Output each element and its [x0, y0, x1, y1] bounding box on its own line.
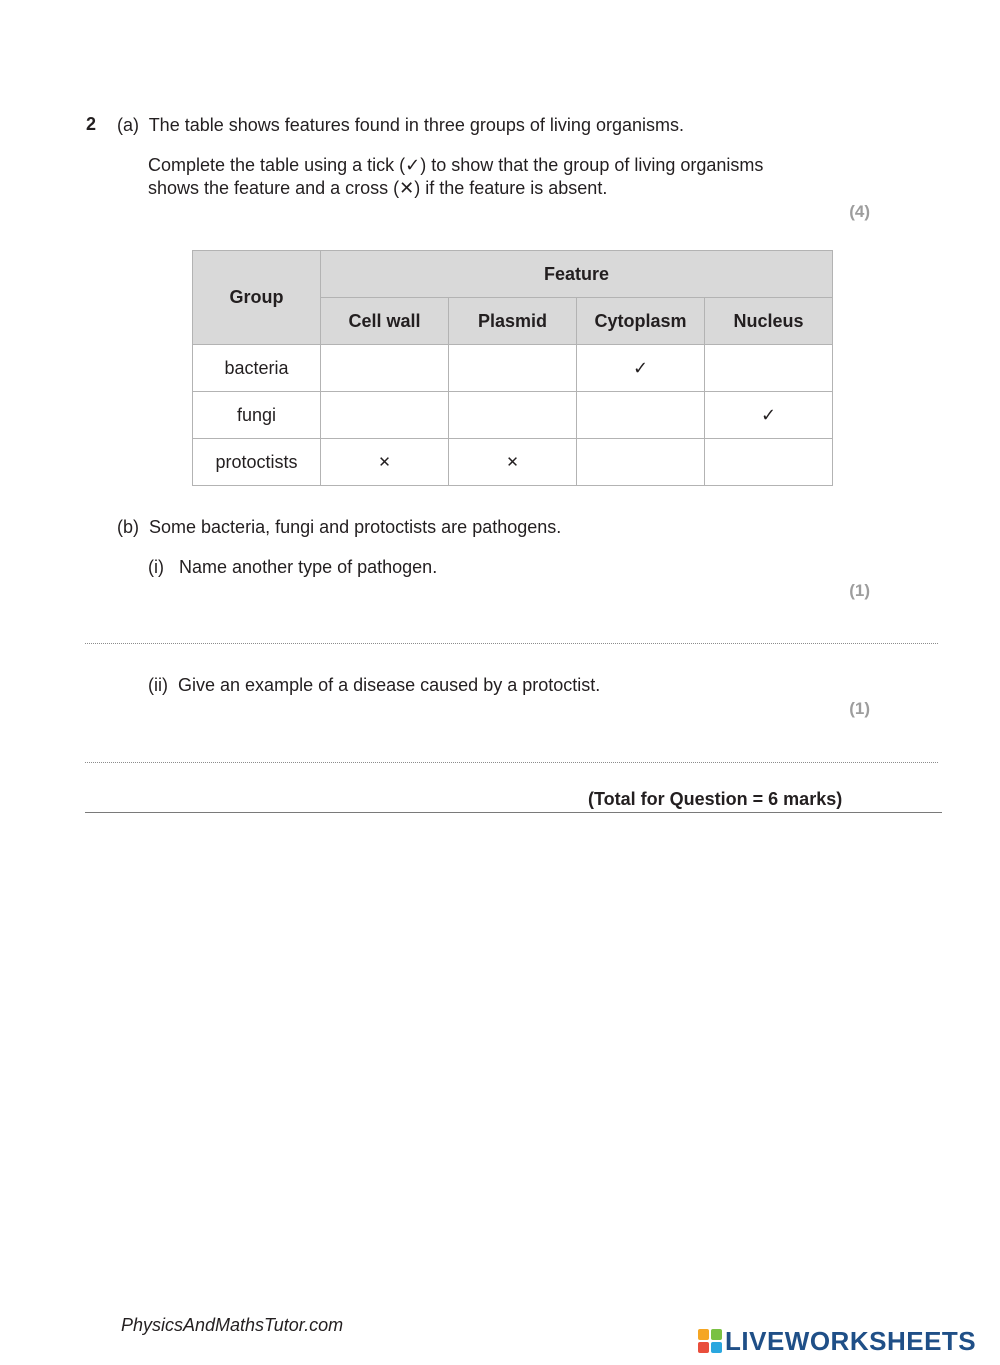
part-a-marks: (4) [849, 202, 870, 221]
answer-cell: ✕ [321, 439, 449, 486]
group-cell: protoctists [193, 439, 321, 486]
answer-cell[interactable] [321, 345, 449, 392]
footer-source: PhysicsAndMathsTutor.com [121, 1315, 344, 1335]
answer-cell[interactable] [449, 392, 577, 439]
liveworksheets-text: LIVEWORKSHEETS [725, 1325, 977, 1356]
answer-line-i[interactable] [85, 643, 938, 644]
table-row [193, 439, 833, 486]
group-cell: bacteria [193, 345, 321, 392]
instruction-line-1: Complete the table using a tick (✓) to show that the group of living organisms [148, 155, 764, 175]
logo-square [698, 1342, 709, 1353]
sub-question-i [148, 556, 437, 579]
answer-cell[interactable] [705, 439, 833, 486]
table-row [193, 392, 833, 439]
part-b-prompt [117, 516, 561, 539]
sub-i-text: Name another type of pathogen. [179, 557, 438, 577]
part-b-label: (b) [117, 517, 139, 537]
instruction-line-2: shows the feature and a cross (✕) if the feature is absent. [148, 178, 608, 198]
group-cell: fungi [193, 392, 321, 439]
answer-line-ii[interactable] [85, 762, 938, 763]
answer-cell: ✕ [449, 439, 577, 486]
answer-cell[interactable] [705, 345, 833, 392]
table-row [193, 345, 833, 392]
answer-cell[interactable] [321, 392, 449, 439]
table-header-row [193, 251, 833, 298]
sub-ii-text: Give an example of a disease caused by a protoctist. [178, 675, 601, 695]
answer-cell[interactable] [449, 345, 577, 392]
column-header: Plasmid [449, 298, 577, 345]
column-header: Nucleus [705, 298, 833, 345]
logo-square [698, 1329, 709, 1340]
liveworksheets-logo-icon [698, 1329, 722, 1353]
answer-cell: ✓ [705, 392, 833, 439]
total-marks: (Total for Question = 6 marks) [588, 789, 843, 809]
logo-square [711, 1342, 722, 1353]
features-table [192, 250, 833, 486]
column-header: Cytoplasm [577, 298, 705, 345]
part-a-text: The table shows features found in three groups of living organisms. [148, 115, 684, 135]
divider [85, 812, 942, 813]
logo-square [711, 1329, 722, 1340]
liveworksheets-brand[interactable] [698, 1326, 976, 1356]
answer-cell[interactable] [577, 392, 705, 439]
part-a-instruction [148, 154, 763, 200]
sub-i-label: (i) [148, 557, 164, 577]
part-a-label: (a) [117, 115, 139, 135]
part-b-text: Some bacteria, fungi and protoctists are pathogens. [149, 517, 562, 537]
answer-cell[interactable] [577, 439, 705, 486]
answer-cell: ✓ [577, 345, 705, 392]
column-header: Cell wall [321, 298, 449, 345]
sub-i-marks: (1) [849, 581, 870, 600]
feature-header: Feature [321, 251, 833, 298]
sub-ii-marks: (1) [849, 699, 870, 718]
sub-ii-label: (ii) [148, 675, 168, 695]
sub-question-ii [148, 674, 600, 697]
part-a-prompt [117, 114, 684, 137]
group-header: Group [193, 251, 321, 345]
question-number: 2 [86, 114, 97, 134]
